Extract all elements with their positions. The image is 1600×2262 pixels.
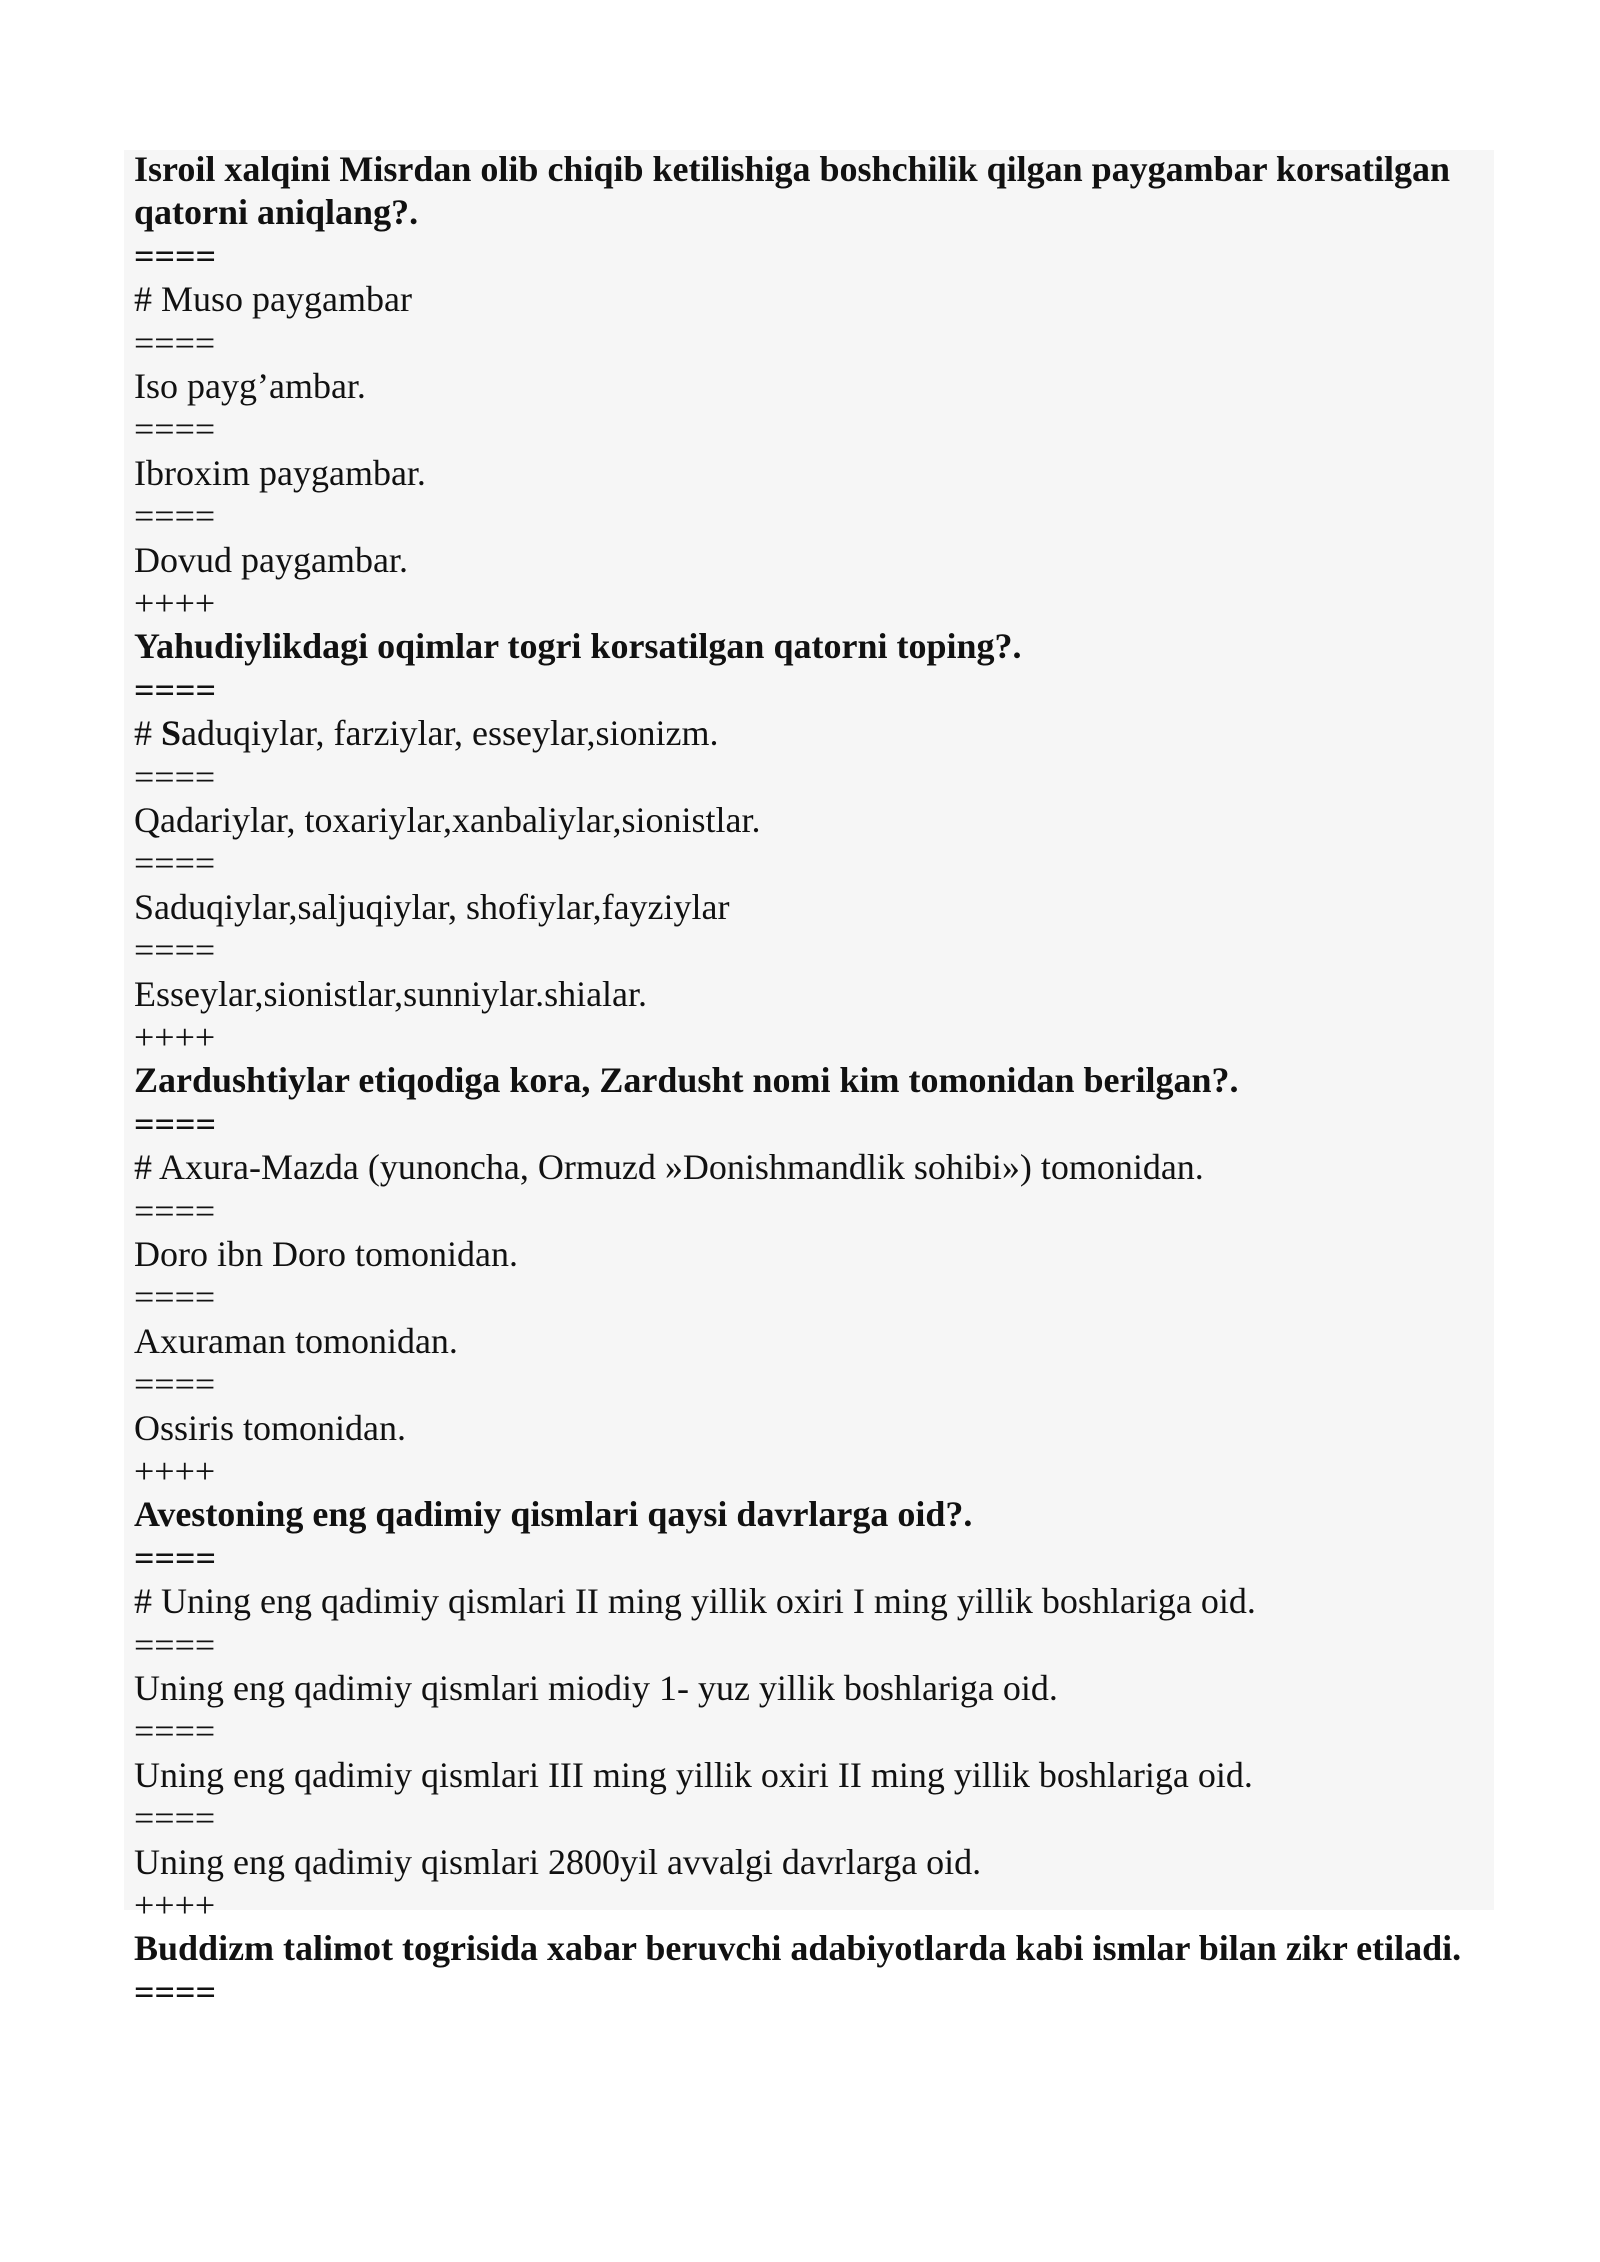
correct-mark: # <box>134 713 152 754</box>
answer-text: aduqiylar, farziylar, esseylar,sionizm. <box>181 713 719 754</box>
correct-answer-1 <box>134 278 1494 321</box>
answer-option: Ibroxim paygambar. <box>134 452 426 493</box>
correct-mark: # <box>134 1581 152 1622</box>
document-page <box>134 148 1494 2014</box>
separator: ==== <box>134 1971 217 2012</box>
answer-option: Esseylar,sionistlar,sunniylar.shialar. <box>134 973 648 1014</box>
correct-answer-2 <box>134 712 1494 755</box>
correct-answer-4 <box>134 1580 1494 1623</box>
separator: ==== <box>134 669 217 710</box>
answer-option: Uning eng qadimiy qismlari 2800yil avvalgi davrlarga oid. <box>134 1841 982 1882</box>
separator: ==== <box>134 235 217 276</box>
separator: ==== <box>134 930 216 971</box>
answer-option: Qadariylar, toxariylar,xanbaliylar,sionistlar. <box>134 799 761 840</box>
answer-text: Axura-Mazda (yunoncha, Ormuzd »Donishmandlik sohibi») tomonidan. <box>159 1147 1204 1188</box>
answer-text: Uning eng qadimiy qismlari II ming yillik oxiri I ming yillik boshlariga oid. <box>161 1581 1256 1622</box>
separator: ==== <box>134 409 216 450</box>
separator: ==== <box>134 322 216 363</box>
separator: ==== <box>134 1103 217 1144</box>
separator: ==== <box>134 1364 216 1405</box>
answer-option: Dovud paygambar. <box>134 539 408 580</box>
question-3: Zardushtiylar etiqodiga kora, Zardusht nomi kim tomonidan berilgan?. <box>134 1060 1239 1101</box>
separator: ==== <box>134 1537 217 1578</box>
answer-option: Iso payg’ambar. <box>134 366 366 406</box>
separator: ==== <box>134 496 216 537</box>
answer-option: Ossiris tomonidan. <box>134 1407 407 1448</box>
separator: ==== <box>134 756 216 797</box>
separator: ==== <box>134 843 216 884</box>
answer-option: Saduqiylar,saljuqiylar, shofiylar,fayziylar <box>134 886 730 927</box>
question-end-separator: ++++ <box>134 583 216 623</box>
answer-option: Axuraman tomonidan. <box>134 1320 458 1361</box>
separator: ==== <box>134 1798 216 1839</box>
answer-option: Doro ibn Doro tomonidan. <box>134 1233 518 1274</box>
question-5: Buddizm talimot togrisida xabar beruvchi adabiyotlarda kabi ismlar bilan zikr etiladi. <box>134 1928 1462 1969</box>
question-end-separator: ++++ <box>134 1016 216 1057</box>
correct-mark: # <box>134 1147 152 1188</box>
separator: ==== <box>134 1711 216 1752</box>
answer-option: Uning eng qadimiy qismlari miodiy 1- yuz yillik boshlariga oid. <box>134 1667 1058 1708</box>
answer-first-letter: S <box>161 713 182 754</box>
answer-text: Muso paygambar <box>161 279 412 320</box>
question-end-separator: ++++ <box>134 1884 216 1925</box>
question-2: Yahudiylikdagi oqimlar togri korsatilgan qatorni toping?. <box>134 626 1022 667</box>
separator: ==== <box>134 1190 216 1231</box>
correct-answer-3 <box>134 1146 1494 1189</box>
question-end-separator: ++++ <box>134 1450 216 1491</box>
answer-option: Uning eng qadimiy qismlari III ming yillik oxiri II ming yillik boshlariga oid. <box>134 1754 1253 1795</box>
separator: ==== <box>134 1624 216 1665</box>
question-1: Isroil xalqini Misrdan olib chiqib ketilishiga boshchilik qilgan paygambar korsatilgan qatorni aniqlang?. <box>134 149 1451 233</box>
separator: ==== <box>134 1277 216 1318</box>
correct-mark: # <box>134 279 152 320</box>
question-4: Avestoning eng qadimiy qismlari qaysi davrlarga oid?. <box>134 1494 973 1535</box>
